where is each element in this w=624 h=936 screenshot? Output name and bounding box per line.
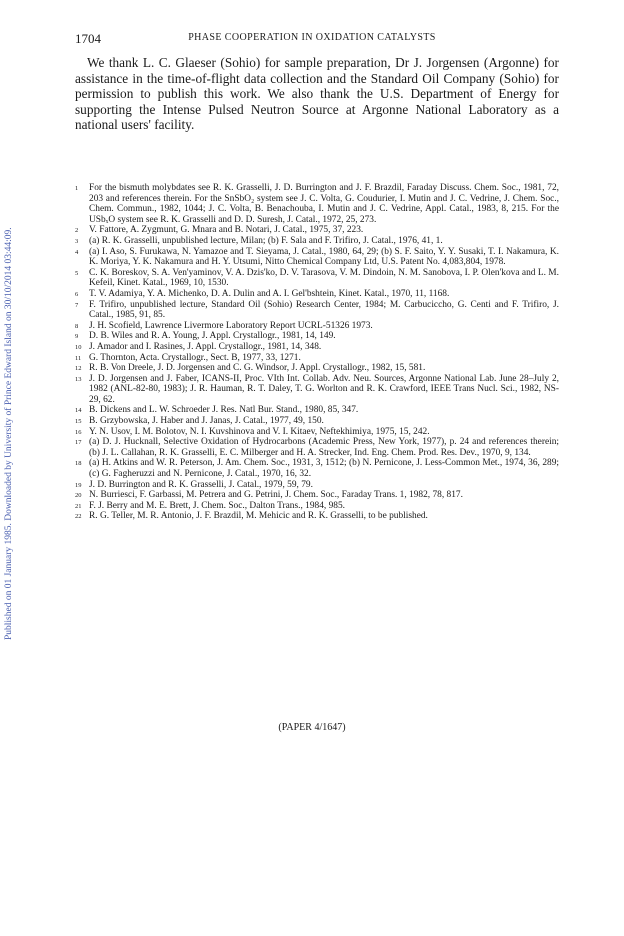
reference-item: [75, 480, 559, 491]
page-number: 1704: [75, 31, 101, 46]
reference-text: J. D. Jorgensen and J. Faber, ICANS-II, Proc. VIth Int. Collab. Adv. Neu. Sources, Argonne National Lab. June 28–July 2, 1982 (ANL-82-80, 1983); J. R. Hauman, R. T. Daley, T. G. Worlton and R. K. Crawford, IEEE Trans Nucl. Sci., 1982, NS-29, 62.: [89, 373, 559, 405]
running-title: PHASE COOPERATION IN OXIDATION CATALYSTS: [188, 32, 436, 43]
reference-text: J. Amador and I. Rasines, J. Appl. Crystallogr., 1981, 14, 348.: [89, 341, 322, 352]
reference-number: 20: [75, 492, 82, 500]
reference-text: R. B. Von Dreele, J. D. Jorgensen and C. G. Windsor, J. Appl. Crystallogr., 1982, 15, 581.: [89, 363, 426, 374]
reference-number: 14: [75, 407, 82, 415]
reference-text: R. G. Teller, M. R. Antonio, J. F. Brazdil, M. Mehicic and R. K. Grasselli, to be published.: [89, 511, 428, 522]
reference-number: 12: [75, 365, 82, 373]
reference-number: 2: [75, 227, 79, 235]
reference-number: 11: [75, 354, 82, 362]
reference-text: J. H. Scofield, Lawrence Livermore Laboratory Report UCRL-51326 1973.: [89, 320, 373, 331]
reference-item: [75, 236, 559, 247]
reference-number: 7: [75, 301, 79, 309]
download-watermark[interactable]: Published on 01 January 1985. Downloaded by University of Prince Edward Island on 30/10/2014 03:44:09.: [4, 227, 14, 640]
reference-number: 18: [75, 460, 82, 468]
reference-number: 22: [75, 513, 82, 521]
reference-item: [75, 342, 559, 353]
reference-text: (a) R. K. Grasselli, unpublished lecture, Milan; (b) F. Sala and F. Trifiro, J. Catal., 1976, 41, 1.: [89, 235, 443, 246]
reference-number: 13: [75, 375, 82, 383]
reference-item: [75, 363, 559, 374]
reference-text: C. K. Boreskov, S. A. Ven'yaminov, V. A. Dzis'ko, D. V. Tarasova, V. M. Dindoin, N. M. Sanobova, I. P. Olen'kova and L. M. Kefeil, Kinet. Katal., 1969, 10, 1530.: [89, 267, 559, 289]
reference-item: [75, 353, 559, 364]
reference-text: Y. N. Usov, I. M. Bolotov, N. I. Kuvshinova and V. I. Kitaev, Neftekhimiya, 1975, 15, 242.: [89, 426, 430, 437]
acknowledgement-paragraph: We thank L. C. Glaeser (Sohio) for sample preparation, Dr J. Jorgensen (Argonne) for assistance in the time-of-flight data collection and the Standard Oil Company (Sohio) for permission to publish this work. We also thank the U.S. Department of Energy for supporting the Intense Pulsed Neutron Source at Argonne National Laboratory as a national users' facility.: [75, 55, 559, 133]
reference-text: B. Dickens and L. W. Schroeder J. Res. Natl Bur. Stand., 1980, 85, 347.: [89, 405, 359, 416]
reference-item: [75, 300, 559, 321]
reference-number: 17: [75, 439, 82, 447]
reference-number: 15: [75, 418, 82, 426]
reference-text: (a) H. Atkins and W. R. Peterson, J. Am. Chem. Soc., 1931, 3, 1512; (b) N. Pernicone, J. Less-Common Met., 1974, 36, 289; (c) G. Fagheruzzi and N. Pernicone, J. Catal., 1970, 16, 32.: [89, 458, 559, 480]
reference-number: 10: [75, 343, 82, 351]
reference-item: [75, 289, 559, 300]
reference-text: T. V. Adamiya, Y. A. Michenko, D. A. Dulin and A. I. Gel'bshtein, Kinet. Katal., 1970, 11, 1168.: [89, 288, 450, 299]
reference-text: F. Trifiro, unpublished lecture, Standard Oil (Sohio) Research Center, 1984; M. Carbuciccho, G. Centi and F. Trifiro, J. Catal., 1985, 91, 85.: [89, 299, 559, 321]
reference-number: 19: [75, 481, 82, 489]
reference-text: V. Fattore, A. Zygmunt, G. Mnara and B. Notari, J. Catal., 1975, 37, 223.: [89, 225, 364, 236]
reference-item: [75, 458, 559, 479]
reference-item: [75, 511, 559, 522]
reference-number: 6: [75, 290, 79, 298]
reference-item: [75, 331, 559, 342]
reference-text: F. J. Berry and M. E. Brett, J. Chem. Soc., Dalton Trans., 1984, 985.: [89, 500, 346, 511]
reference-item: [75, 427, 559, 438]
reference-item: [75, 374, 559, 406]
reference-text: D. B. Wiles and R. A. Young, J. Appl. Crystallogr., 1981, 14, 149.: [89, 331, 336, 342]
reference-item: [75, 437, 559, 458]
reference-text: (a) I. Aso, S. Furukawa, N. Yamazoe and T. Sieyama, J. Catal., 1980, 64, 29; (b) S. F. Saito, Y. Y. Susaki, T. I. Nakamura, K. K. Moriya, Y. K. Nakamura and H. Y. Utsumi, Nitto Chemical Company Ltd, U.S. Patent No. 4,083,804, 1978.: [89, 246, 559, 268]
reference-text: B. Grzybowska, J. Haber and J. Janas, J. Catal., 1977, 49, 150.: [89, 416, 324, 427]
reference-text: J. D. Burrington and R. K. Grasselli, J. Catal., 1979, 59, 79.: [89, 479, 313, 490]
reference-text: N. Burriesci, F. Garbassi, M. Petrera and G. Petrini, J. Chem. Soc., Faraday Trans. 1, 1982, 78, 817.: [89, 490, 463, 501]
reference-item: [75, 405, 559, 416]
reference-number: 8: [75, 322, 79, 330]
reference-number: 21: [75, 502, 82, 510]
reference-item: [75, 225, 559, 236]
reference-item: [75, 183, 559, 225]
reference-text: (a) D. J. Hucknall, Selective Oxidation of Hydrocarbons (Academic Press, New York, 1977), p. 24 and references therein; (b) J. L. Callahan, R. K. Grasselli, E. C. Milberger and H. A. Strecker, Ind. Eng. Chem. Prod. Res. Dev., 1970, 9, 134.: [89, 437, 559, 458]
reference-item: [75, 321, 559, 332]
reference-number: 3: [75, 237, 79, 245]
paper-id: (PAPER 4/1647): [278, 722, 346, 733]
reference-number: 5: [75, 269, 79, 277]
reference-list: [75, 183, 559, 522]
reference-item: [75, 247, 559, 268]
reference-item: [75, 416, 559, 427]
reference-item: [75, 490, 559, 501]
reference-number: 16: [75, 428, 82, 436]
reference-number: 9: [75, 333, 79, 341]
reference-text: G. Thornton, Acta. Crystallogr., Sect. B, 1977, 33, 1271.: [89, 352, 301, 363]
reference-item: [75, 268, 559, 289]
reference-text: For the bismuth molybdates see R. K. Grasselli, J. D. Burrington and J. F. Brazdil, Faraday Discuss. Chem. Soc., 1981, 72, 203 and references therein. For the SnSbO₂ system see J. C. Volta, G. Coudurier, I. Mutin and J. C. Vedrine, J. Chem. Soc., Chem. Commun., 1982, 1044; J. C. Volta, B. Benachouba, I. Mutin and J. C. Vedrine, Appl. Catal., 1983, 8, 215. For the USbₓO system see R. K. Grasselli and D. D. Suresh, J. Catal., 1972, 25, 273.: [89, 183, 559, 225]
reference-number: 1: [75, 185, 79, 192]
reference-item: [75, 501, 559, 512]
reference-number: 4: [75, 248, 79, 256]
